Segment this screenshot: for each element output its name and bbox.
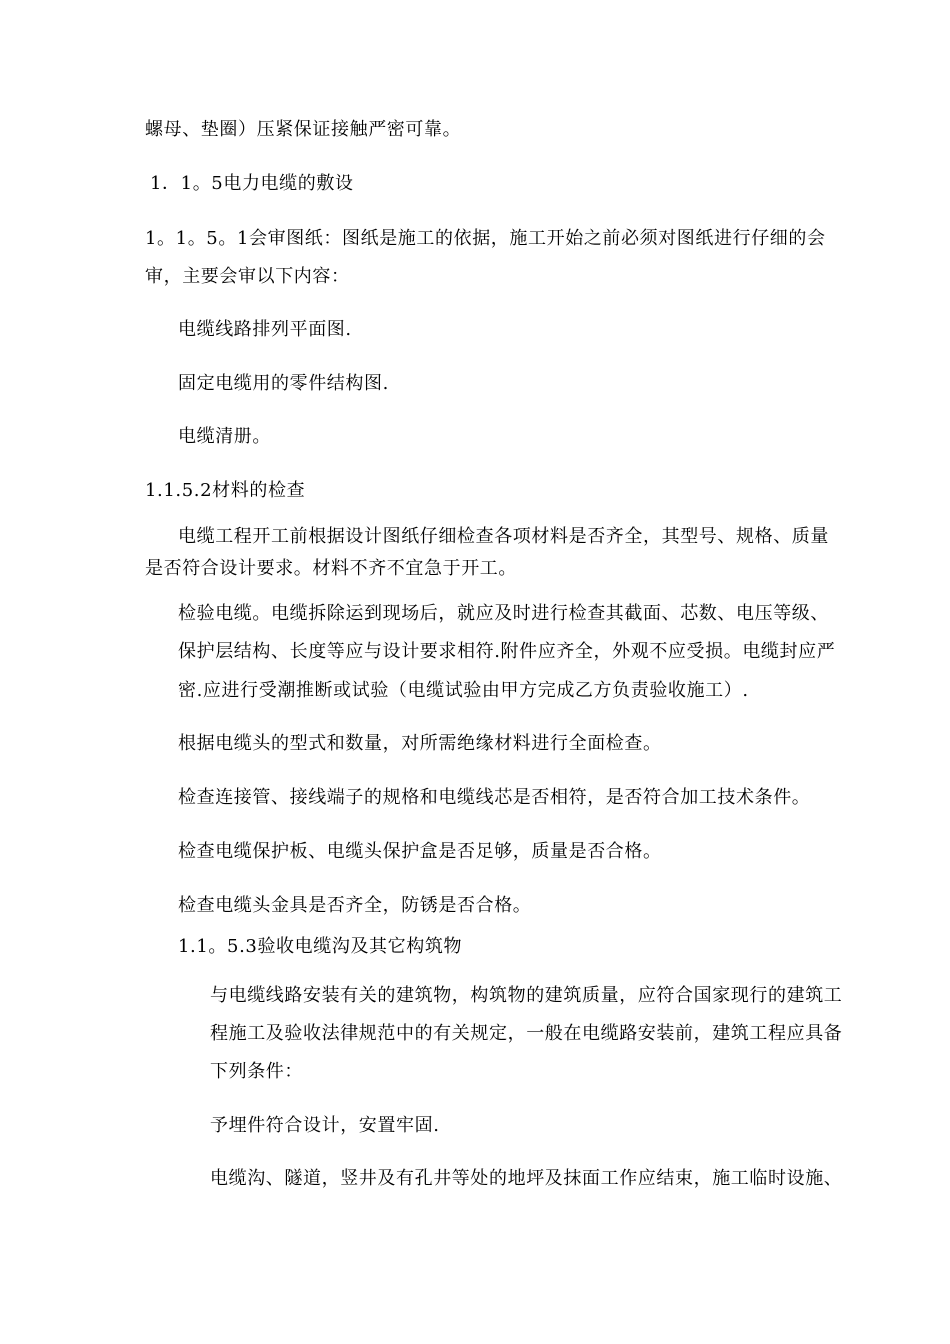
text-line: 电缆沟、隧道，竖井及有孔井等处的地坪及抹面工作应结束，施工临时设施、	[210, 1168, 843, 1189]
section-heading: 1.1。5.3验收电缆沟及其它构筑物	[178, 936, 463, 957]
text-line: 电缆工程开工前根据设计图纸仔细检查各项材料是否齐全，其型号、规格、质量	[178, 526, 829, 547]
text-line: 根据电缆头的型式和数量，对所需绝缘材料进行全面检查。	[178, 733, 662, 754]
text-line: 保护层结构、长度等应与设计要求相符.附件应齐全，外观不应受损。电缆封应严	[178, 641, 836, 662]
text-line: 检验电缆。电缆拆除运到现场后，就应及时进行检查其截面、芯数、电压等级、	[178, 603, 829, 624]
text-line: 下列条件：	[210, 1061, 303, 1082]
list-item: 固定电缆用的零件结构图.	[178, 373, 389, 394]
text-line: 是否符合设计要求。材料不齐不宜急于开工。	[145, 558, 517, 579]
text-line: 检查连接管、接线端子的规格和电缆线芯是否相符，是否符合加工技术条件。	[178, 787, 811, 808]
list-item: 电缆线路排列平面图.	[178, 319, 352, 340]
text-line: 1。1。5。1会审图纸：图纸是施工的依据，施工开始之前必须对图纸进行仔细的会	[145, 228, 826, 249]
text-line: 检查电缆头金具是否齐全，防锈是否合格。	[178, 895, 532, 916]
text-line: 予埋件符合设计，安置牢固.	[210, 1115, 440, 1136]
list-item: 电缆清册。	[178, 426, 271, 447]
text-line: 检查电缆保护板、电缆头保护盒是否足够，质量是否合格。	[178, 841, 662, 862]
section-heading: 1．1。5电力电缆的敷设	[150, 173, 354, 194]
section-heading: 1.1.5.2材料的检查	[145, 480, 306, 501]
text-line: 程施工及验收法律规范中的有关规定，一般在电缆路安装前，建筑工程应具备	[210, 1023, 843, 1044]
text-line: 与电缆线路安装有关的建筑物，构筑物的建筑质量，应符合国家现行的建筑工	[210, 985, 843, 1006]
text-line: 审，主要会审以下内容：	[145, 266, 350, 287]
text-line: 密.应进行受潮推断或试验（电缆试验由甲方完成乙方负责验收施工）.	[178, 680, 749, 701]
text-line: 螺母、垫圈）压紧保证接触严密可靠。	[145, 119, 462, 140]
